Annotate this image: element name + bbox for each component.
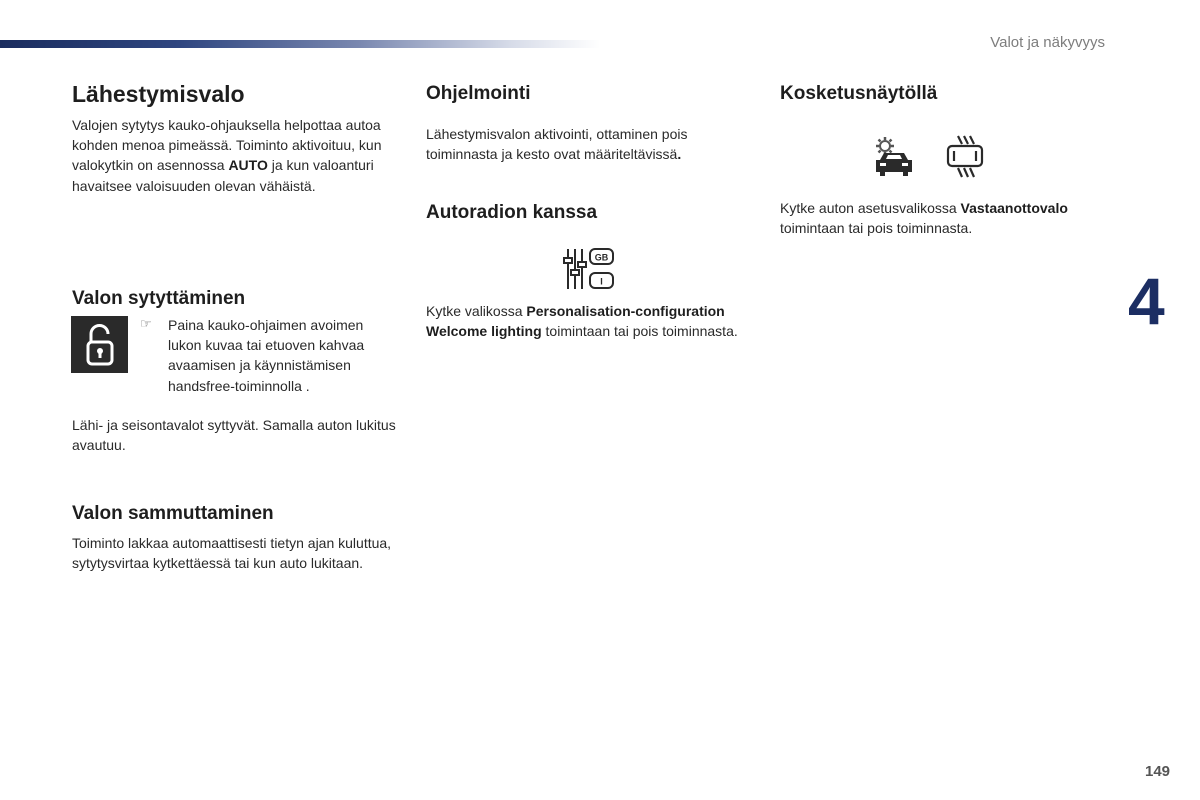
touchscreen-heading: Kosketusnäytöllä — [780, 83, 938, 104]
unlock-icon — [71, 316, 128, 373]
car-settings-icon — [870, 134, 916, 180]
bullet-glyph: ☞ — [140, 316, 152, 331]
switch-off-heading: Valon sammuttaminen — [72, 503, 274, 524]
touchscreen-text-start: Kytke auton asetusvalikossa — [780, 200, 961, 216]
switch-off-text: Toiminto lakkaa automaattisesti tietyn ajan kuluttua, sytytysvirtaa kytkettäessä tai kun auto lukitaan. — [72, 535, 392, 572]
programming-heading: Ohjelmointi — [426, 83, 531, 104]
page-title: Lähestymisvalo — [72, 81, 245, 107]
car-lights-icon — [942, 134, 988, 180]
intro-text: Valojen sytytys kauko-ohjauksella helpottaa autoa kohden menoa pimeässä. Toiminto aktivoituu, kun valokytkin on asennossa — [72, 117, 382, 174]
radio-text-bold: Personalisation-configuration Welcome lighting — [426, 303, 725, 340]
chapter-number: 4 — [1128, 264, 1165, 338]
radio-text — [426, 301, 746, 341]
intro-paragraph — [72, 115, 402, 196]
lighting-bullet-text: Paina kauko-ohjaimen avoimen lukon kuvaa tai etuoven kahvaa avaamisen ja käynnistämisen handsfree-toiminnolla . — [168, 317, 365, 394]
sliders-icon-label-bottom: I — [600, 276, 603, 287]
intro-bold: AUTO — [228, 157, 268, 174]
page-number: 149 — [1145, 763, 1171, 780]
touchscreen-text-bold: Vastaanottovalo — [960, 200, 1068, 216]
radio-text-end: toimintaan tai pois toiminnasta. — [541, 323, 738, 340]
programming-text — [426, 124, 746, 164]
programming-text-body: Lähestymisvalon aktivointi, ottaminen pois toiminnasta ja kesto ovat määriteltävissä — [426, 126, 688, 163]
settings-sliders-icon — [560, 246, 620, 292]
lighting-heading: Valon sytyttäminen — [72, 288, 246, 309]
lighting-after-text: Lähi- ja seisontavalot syttyvät. Samalla auton lukitus avautuu. — [72, 417, 396, 454]
programming-text-bold: . — [677, 146, 682, 163]
header-gradient-bar — [0, 40, 600, 48]
touchscreen-text — [780, 198, 1120, 238]
sliders-icon-label-top: GB — [594, 252, 609, 263]
touchscreen-text-end: toimintaan tai pois toiminnasta. — [780, 220, 973, 237]
chapter-title: Valot ja näkyvyys — [990, 34, 1105, 51]
radio-heading: Autoradion kanssa — [426, 202, 598, 223]
intro-text-end: ja kun valoanturi havaitsee valoisuuden olevan vähäistä. — [72, 157, 374, 194]
radio-text-start: Kytke valikossa — [426, 303, 527, 319]
